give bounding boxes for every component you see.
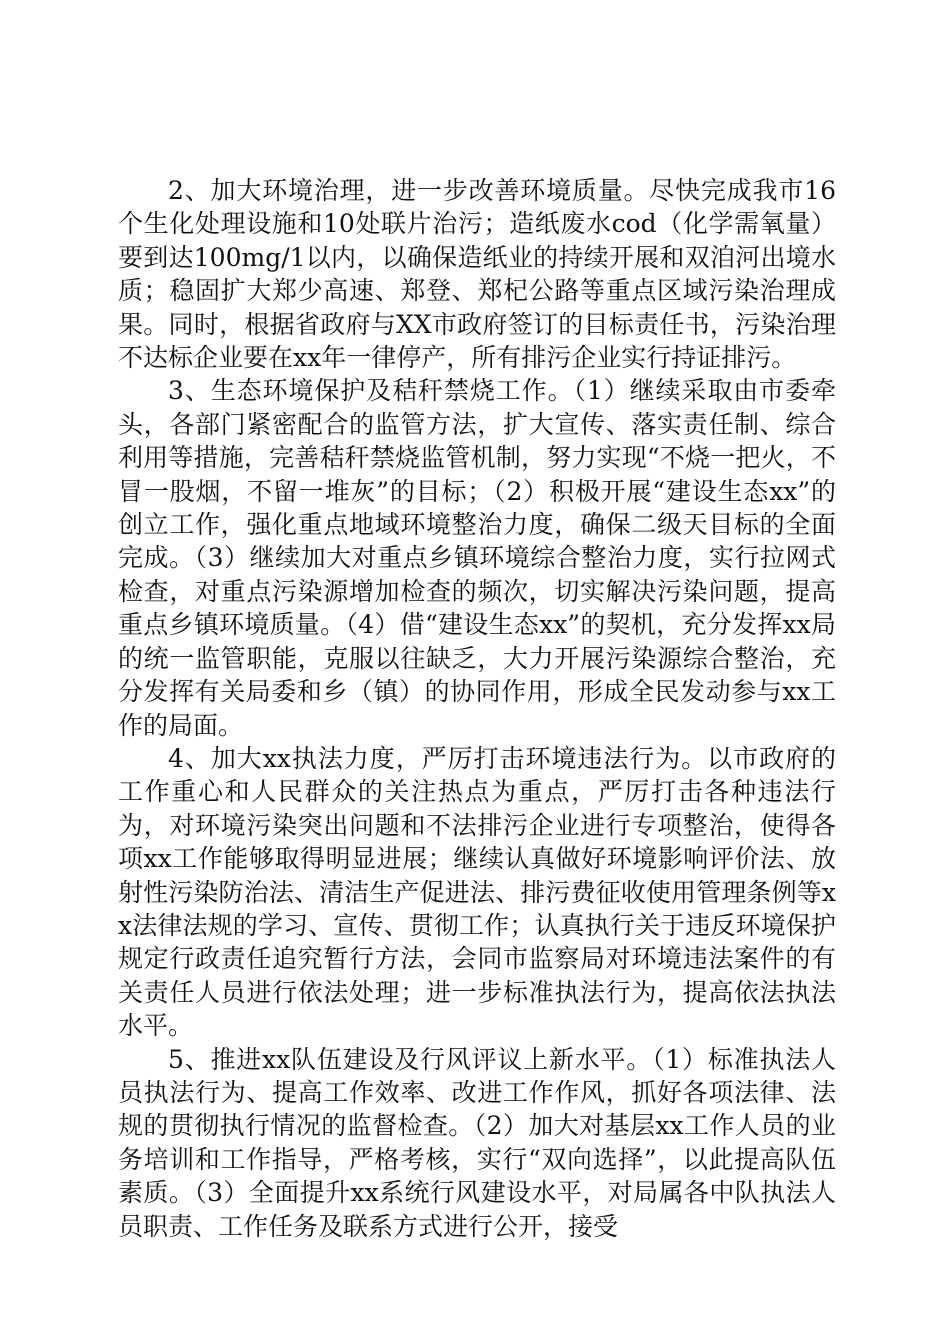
paragraph-2: 2、加大环境治理，进一步改善环境质量。尽快完成我市16个生化处理设施和10处联片治污；造纸废水cod（化学需氧量）要到达100mg/1以内，以确保造纸业的持续开展和双洎河出境水质；稳固扩大郑少高速、郑登、郑杞公路等重点区域污染治理成果。同时，根据省政府与XX市政府签订的目标责任书，污染治理不达标企业要在xx年一律停产，所有排污企业实行持证排污。 (118, 176, 836, 373)
paragraph-4: 4、加大xx执法力度，严厉打击环境违法行为。以市政府的工作重心和人民群众的关注热点为重点，严厉打击各种违法行为，对环境污染突出问题和不法排污企业进行专项整治，使得各项xx工作能够取得明显进展；继续认真做好环境影响评价法、放射性污染防治法、清洁生产促进法、排污费征收使用管理条例等xx法律法规的学习、宣传、贯彻工作；认真执行关于违反环境保护规定行政责任追究暂行方法，会同市监察局对环境违法案件的有关责任人员进行依法处理；进一步标准执法行为，提高依法执法水平。 (118, 743, 836, 1041)
paragraph-5: 5、推进xx队伍建设及行风评议上新水平。（1）标准执法人员执法行为、提高工作效率、改进工作作风，抓好各项法律、法规的贯彻执行情况的监督检查。（2）加大对基层xx工作人员的业务培训和工作指导，严格考核，实行“双向选择”，以此提高队伍素质。（3）全面提升xx系统行风建设水平，对局属各中队执法人员职责、工作任务及联系方式进行公开，接受 (118, 1044, 836, 1241)
document-body (118, 174, 836, 1243)
paragraph-3: 3、生态环境保护及秸秆禁烧工作。（1）继续采取由市委牵头，各部门紧密配合的监管方法，扩大宣传、落实责任制、综合利用等措施，完善秸秆禁烧监管机制，努力实现“不烧一把火，不冒一股烟，不留一堆灰”的目标；（2）积极开展“建设生态xx”的创立工作，强化重点地域环境整治力度，确保二级天目标的全面完成。（3）继续加大对重点乡镇环境综合整治力度，实行拉网式检查，对重点污染源增加检查的频次，切实解决污染问题，提高重点乡镇环境质量。（4）借“建设生态xx”的契机，充分发挥xx局的统一监管职能，克服以往缺乏，大力开展污染源综合整治，充分发挥有关局委和乡（镇）的协同作用，形成全民发动参与xx工作的局面。 (118, 376, 836, 740)
